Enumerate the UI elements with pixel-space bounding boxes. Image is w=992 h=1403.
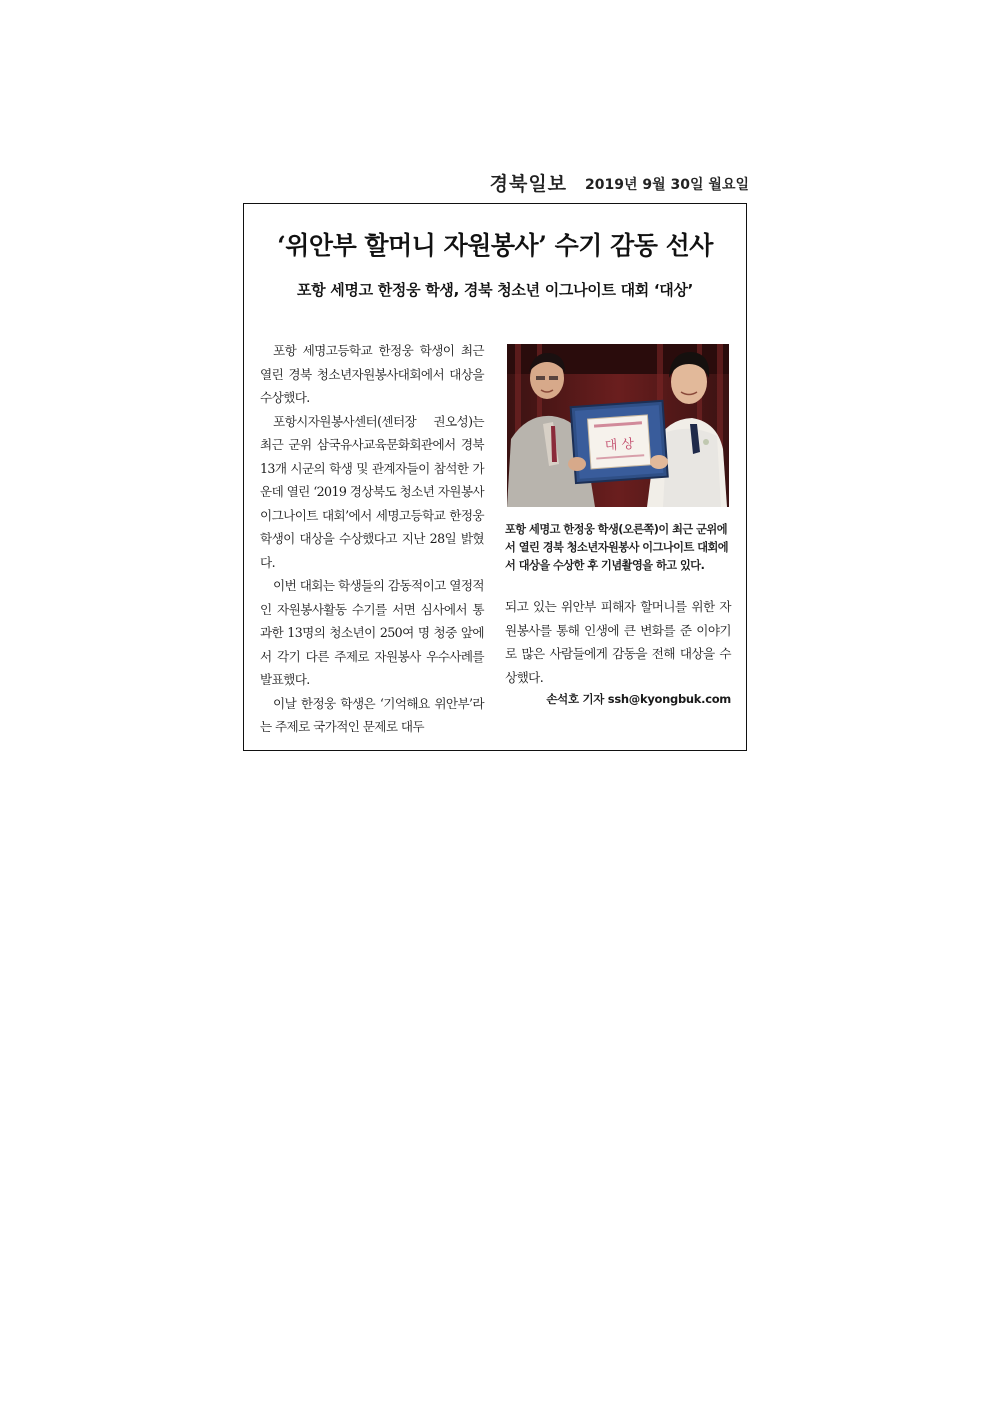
photo-caption: 포항 세명고 한정웅 학생(오른쪽)이 최근 군위에서 열린 경북 청소년자원봉사 이그나이트 대회에서 대상을 수상한 후 기념촬영을 하고 있다. [505,523,729,572]
article-paragraph-2: 포항시자원봉사센터(센터장 권오성)는 최근 군위 삼국유사교육문화회관에서 경북 13개 시군의 학생 및 관계자들이 참석한 가운데 열린 ‘2019 경상북도 청소년 자원봉사 이그나이트 대회’에서 세명고등학교 한정웅 학생이 대상을 수상했다고 지난 28일 밝혔다. [260,413,484,570]
article-paragraph-4: 이날 한정웅 학생은 ‘기억해요 위안부’라는 주제로 국가적인 문제로 대두 [260,695,484,734]
article-left-column [260,339,484,739]
article-subheadline: 포항 세명고 한정웅 학생, 경북 청소년 이그나이트 대회 ‘대상’ [296,281,694,299]
article-byline: 손석호 기자 ssh@kyongbuk.com [546,692,731,706]
award-photo-illustration [507,344,729,507]
publication-date: 2019년 9월 30일 월요일 [585,177,749,193]
masthead [243,168,749,196]
plaque-award-text: 대 상 [604,436,635,454]
award-photo [507,344,729,507]
article-paragraph-1: 포항 세명고등학교 한정웅 학생이 최근 열린 경북 청소년자원봉사대회에서 대상을 수상했다. [260,343,484,405]
article-box [243,203,747,751]
article-paragraph-continuation: 되고 있는 위안부 피해자 할머니를 위한 자원봉사를 통해 인생에 큰 변화를 준 이야기로 많은 사람들에게 감동을 전해 대상을 수상했다. [505,599,731,685]
article-headline: ‘위안부 할머니 자원봉사’ 수기 감동 선사 [277,231,713,260]
article-paragraph-3: 이번 대회는 학생들의 감동적이고 열정적인 자원봉사활동 수기를 서면 심사에서 통과한 13명의 청소년이 250여 명 청중 앞에서 각기 다른 주제로 자원봉사 우수사례를 발표했다. [260,578,484,687]
newspaper-name: 경북일보 [489,173,568,195]
article-right-column [505,344,731,707]
